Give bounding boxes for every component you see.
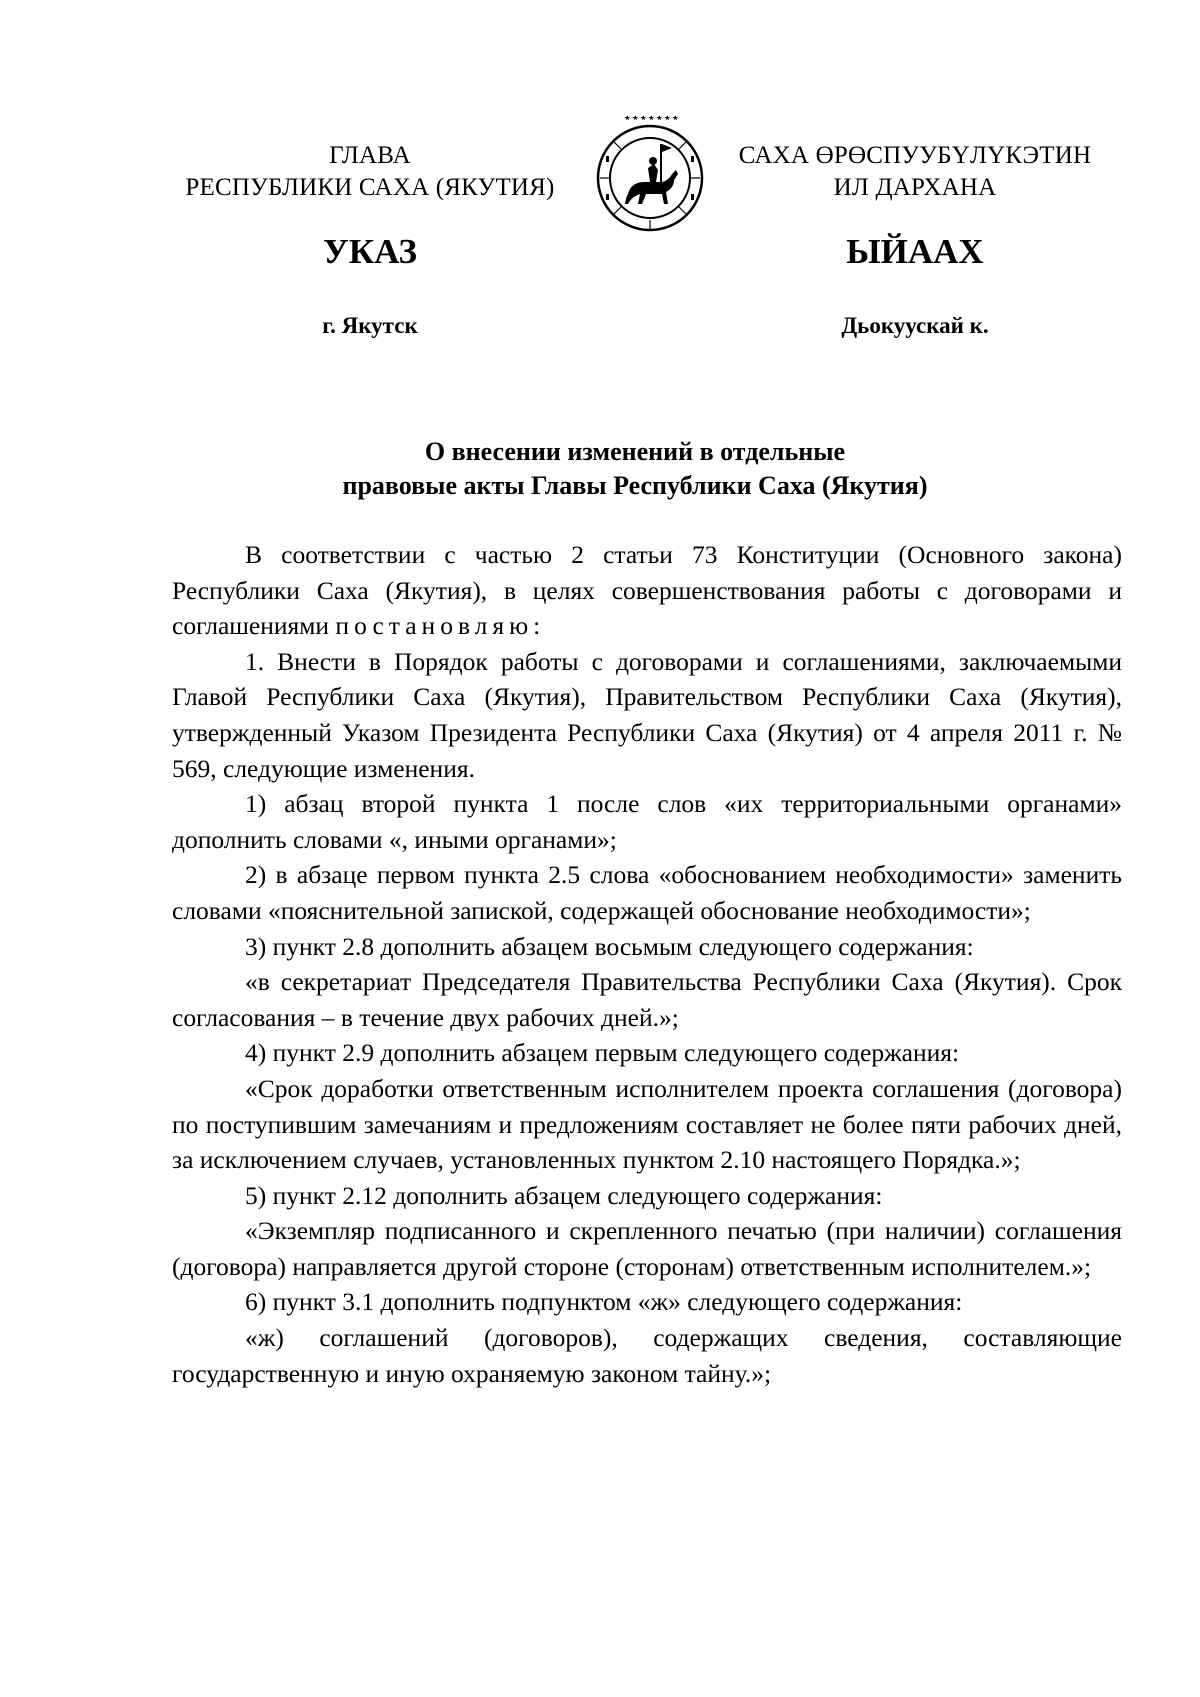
header-right <box>690 140 1140 204</box>
paragraph-6: 4) пункт 2.9 дополнить абзацем первым следующего содержания: <box>245 1038 960 1068</box>
decree-title-sah: ЫЙААХ <box>846 232 984 271</box>
paragraph-10: 6) пункт 3.1 дополнить подпунктом «ж» следующего содержания: <box>245 1287 963 1317</box>
city-sah: Дьокуускай к. <box>841 313 989 338</box>
paragraph-8: 5) пункт 2.12 дополнить абзацем следующего содержания: <box>245 1180 883 1210</box>
paragraph-intro <box>172 537 1122 644</box>
decree-title-ru: УКАЗ <box>323 232 417 271</box>
document-title-line2: правовые акты Главы Республики Саха (Якутия) <box>342 471 928 500</box>
paragraph-1: 1. Внести в Порядок работы с договорами и соглашениями, заключаемыми Главой Республики Саха (Якутия), Правительством Республики Саха (Якутия), утвержденный Указом Президента Республики Саха (Якутия) от 4 апреля 2011 г. № 569, следующие изменения. <box>172 646 1122 783</box>
paragraph-7: «Срок доработки ответственным исполнителем проекта соглашения (договора) по поступившим замечаниям и предложениям составляет не более пяти рабочих дней, за исключением случаев, установленных пунктом 2.10 настоящего Порядка.»; <box>172 1073 1122 1175</box>
document-title-line1: О внесении изменений в отдельные <box>424 437 846 466</box>
document-title <box>160 435 1110 503</box>
intro-text: В соответствии с частью 2 статьи 73 Конституции (Основного закона) Республики Саха (Якутия), в целях совершенствования работы с договорами и соглашениями <box>172 540 1122 641</box>
paragraph-5: «в секретариат Председателя Правительства Республики Саха (Якутия). Срок согласования – в течение двух рабочих дней.»; <box>172 967 1122 1032</box>
city-ru: г. Якутск <box>322 313 418 338</box>
header-right-line1: САХА ӨРӨСПУУБҮЛҮКЭТИН <box>738 142 1092 169</box>
header-left-line2: РЕСПУБЛИКИ САХА (ЯКУТИЯ) <box>185 174 555 201</box>
intro-action: постановляю: <box>335 611 546 641</box>
header-left-line1: ГЛАВА <box>329 142 411 169</box>
header-left <box>160 140 580 204</box>
paragraph-3: 2) в абзаце первом пункта 2.5 слова «обоснованием необходимости» заменить словами «пояснительной запиской, содержащей обоснование необходимости»; <box>172 860 1122 925</box>
paragraph-11: «ж) соглашений (договоров), содержащих сведения, составляющие государственную и иную охраняемую законом тайну.»; <box>172 1323 1122 1388</box>
paragraph-9: «Экземпляр подписанного и скрепленного печатью (при наличии) соглашения (договора) направляется другой стороне (сторонам) ответственным исполнителем.»; <box>172 1216 1122 1281</box>
document-body <box>172 537 1122 1391</box>
paragraph-2: 1) абзац второй пункта 1 после слов «их территориальными органами» дополнить словами «, иными органами»; <box>172 789 1122 854</box>
paragraph-4: 3) пункт 2.8 дополнить абзацем восьмым следующего содержания: <box>245 931 974 961</box>
header-right-line2: ИЛ ДАРХАНА <box>833 174 997 201</box>
